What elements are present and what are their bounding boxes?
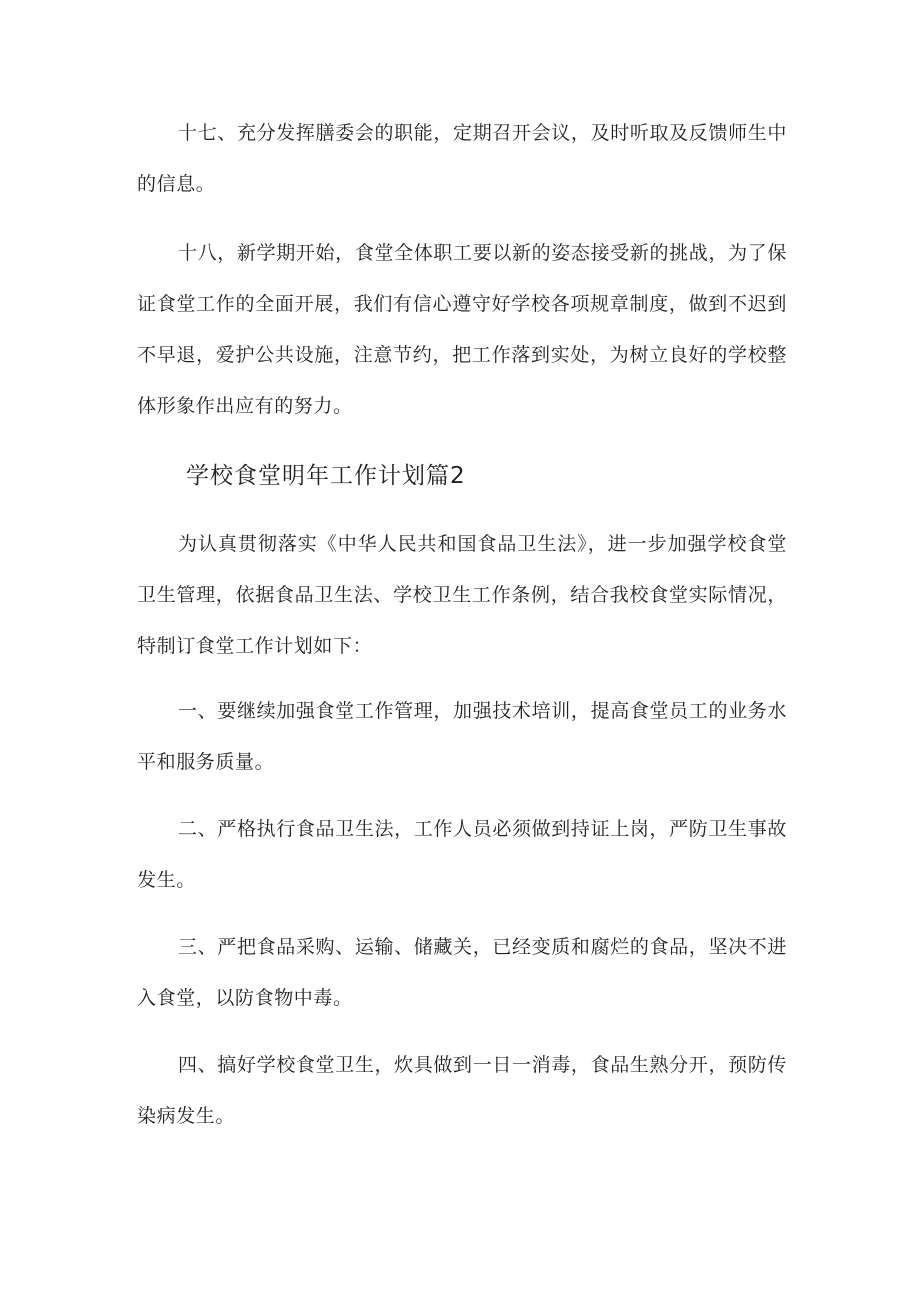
paragraph-item-3: 三、严把食品采购、运输、储藏关，已经变质和腐烂的食品，坚决不进入食堂，以防食物中毒。 — [137, 936, 787, 1009]
paragraph-item-1: 一、要继续加强食堂工作管理，加强技术培训，提高食堂员工的业务水平和服务质量。 — [137, 700, 787, 773]
paragraph-18: 十八，新学期开始，食堂全体职工要以新的姿态接受新的挑战，为了保证食堂工作的全面开展，我们有信心遵守好学校各项规章制度，做到不迟到不早退，爱护公共设施，注意节约，把工作落到实处，为树立良好的学校整体形象作出应有的努力。 — [137, 242, 787, 417]
paragraph-intro: 为认真贯彻落实《中华人民共和国食品卫生法》，进一步加强学校食堂卫生管理，依据食品卫生法、学校卫生工作条例，结合我校食堂实际情况，特制订食堂工作计划如下： — [137, 533, 787, 657]
paragraph-item-4: 四、搞好学校食堂卫生，炊具做到一日一消毒，食品生熟分开，预防传染病发生。 — [137, 1054, 787, 1127]
paragraph-17: 十七、充分发挥膳委会的职能，定期召开会议，及时听取及反馈师生中的信息。 — [137, 122, 787, 195]
paragraph-item-2: 二、严格执行食品卫生法，工作人员必须做到持证上岗，严防卫生事故发生。 — [137, 818, 787, 891]
section-title: 学校食堂明年工作计划篇2 — [186, 463, 466, 489]
